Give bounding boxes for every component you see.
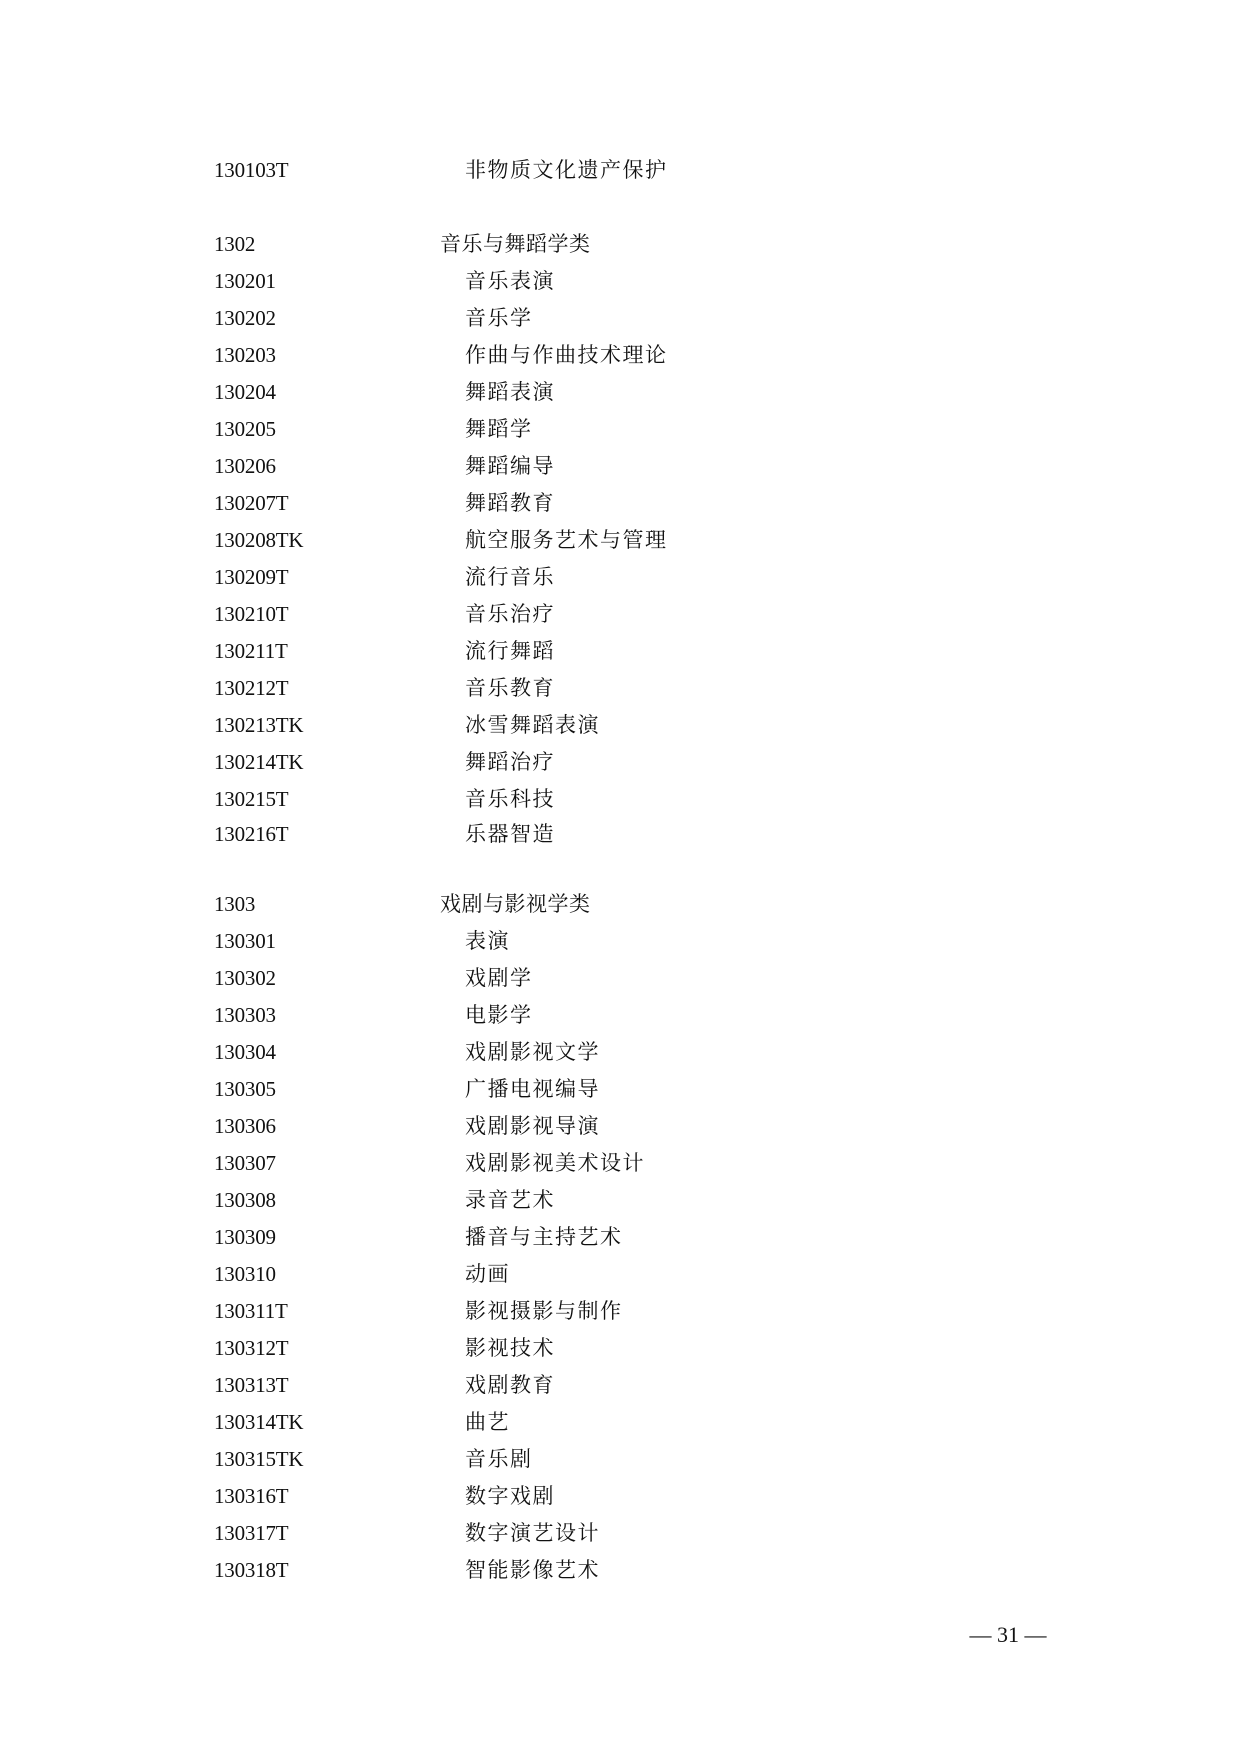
major-code: 130308 bbox=[214, 1188, 276, 1212]
major-name: 舞蹈学 bbox=[465, 417, 533, 441]
major-row bbox=[0, 670, 1241, 707]
major-name: 录音艺术 bbox=[465, 1188, 555, 1212]
major-code: 130313T bbox=[214, 1373, 289, 1397]
major-row bbox=[0, 300, 1241, 337]
major-code: 130201 bbox=[214, 269, 276, 293]
major-name: 舞蹈教育 bbox=[465, 491, 555, 515]
major-row bbox=[0, 633, 1241, 670]
major-row bbox=[0, 559, 1241, 596]
major-row bbox=[0, 337, 1241, 374]
major-row bbox=[0, 596, 1241, 633]
category-row bbox=[0, 226, 1241, 263]
major-row bbox=[0, 485, 1241, 522]
major-name: 戏剧影视导演 bbox=[465, 1114, 600, 1138]
major-row bbox=[0, 263, 1241, 300]
major-code: 130214TK bbox=[214, 750, 304, 774]
major-row bbox=[0, 1182, 1241, 1219]
major-row bbox=[0, 1256, 1241, 1293]
major-code: 130307 bbox=[214, 1151, 276, 1175]
major-name: 音乐教育 bbox=[465, 676, 555, 700]
category-name: 音乐与舞蹈学类 bbox=[440, 232, 591, 256]
major-row bbox=[0, 997, 1241, 1034]
major-code: 130310 bbox=[214, 1262, 276, 1286]
major-code: 130203 bbox=[214, 343, 276, 367]
major-name: 影视摄影与制作 bbox=[465, 1299, 623, 1323]
major-code: 130302 bbox=[214, 966, 276, 990]
major-code: 130207T bbox=[214, 491, 289, 515]
major-row bbox=[0, 522, 1241, 559]
major-row bbox=[0, 1034, 1241, 1071]
major-name: 戏剧影视美术设计 bbox=[465, 1151, 645, 1175]
major-name: 作曲与作曲技术理论 bbox=[465, 343, 668, 367]
major-name: 流行音乐 bbox=[465, 565, 555, 589]
major-row bbox=[0, 152, 1241, 189]
major-row bbox=[0, 448, 1241, 485]
major-name: 舞蹈编导 bbox=[465, 454, 555, 478]
major-row bbox=[0, 1293, 1241, 1330]
major-name: 智能影像艺术 bbox=[465, 1558, 600, 1582]
major-code: 130314TK bbox=[214, 1410, 304, 1434]
major-row bbox=[0, 1515, 1241, 1552]
major-row bbox=[0, 707, 1241, 744]
major-code: 130304 bbox=[214, 1040, 276, 1064]
major-code: 130206 bbox=[214, 454, 276, 478]
category-code: 1303 bbox=[214, 892, 256, 916]
major-row bbox=[0, 411, 1241, 448]
major-name: 航空服务艺术与管理 bbox=[465, 528, 668, 552]
major-code: 130306 bbox=[214, 1114, 276, 1138]
major-name: 音乐学 bbox=[465, 306, 533, 330]
major-code: 130210T bbox=[214, 602, 289, 626]
major-code: 130315TK bbox=[214, 1447, 304, 1471]
major-code: 130215T bbox=[214, 787, 289, 811]
major-row bbox=[0, 1441, 1241, 1478]
major-name: 数字演艺设计 bbox=[465, 1521, 600, 1545]
major-name: 播音与主持艺术 bbox=[465, 1225, 623, 1249]
major-row bbox=[0, 1552, 1241, 1589]
major-code: 130216T bbox=[214, 822, 289, 846]
major-row bbox=[0, 781, 1241, 818]
major-name: 舞蹈表演 bbox=[465, 380, 555, 404]
major-row bbox=[0, 1108, 1241, 1145]
category-row bbox=[0, 886, 1241, 923]
major-name: 广播电视编导 bbox=[465, 1077, 600, 1101]
major-name: 曲艺 bbox=[465, 1410, 510, 1434]
major-code: 130208TK bbox=[214, 528, 304, 552]
major-row bbox=[0, 923, 1241, 960]
category-name: 戏剧与影视学类 bbox=[440, 892, 591, 916]
major-name: 乐器智造 bbox=[465, 822, 555, 846]
major-row bbox=[0, 744, 1241, 781]
major-code: 130103T bbox=[214, 158, 289, 182]
major-name: 舞蹈治疗 bbox=[465, 750, 555, 774]
major-code: 130213TK bbox=[214, 713, 304, 737]
major-row bbox=[0, 1145, 1241, 1182]
major-code: 130209T bbox=[214, 565, 289, 589]
major-code: 130305 bbox=[214, 1077, 276, 1101]
major-row bbox=[0, 1071, 1241, 1108]
major-code: 130309 bbox=[214, 1225, 276, 1249]
major-name: 音乐剧 bbox=[465, 1447, 533, 1471]
major-row bbox=[0, 1367, 1241, 1404]
major-code: 130204 bbox=[214, 380, 276, 404]
major-name: 数字戏剧 bbox=[465, 1484, 555, 1508]
major-code: 130312T bbox=[214, 1336, 289, 1360]
major-row bbox=[0, 1219, 1241, 1256]
major-code: 130311T bbox=[214, 1299, 288, 1323]
major-name: 音乐表演 bbox=[465, 269, 555, 293]
major-name: 音乐治疗 bbox=[465, 602, 555, 626]
major-code: 130317T bbox=[214, 1521, 289, 1545]
major-name: 冰雪舞蹈表演 bbox=[465, 713, 600, 737]
major-code: 130211T bbox=[214, 639, 288, 663]
major-name: 非物质文化遗产保护 bbox=[465, 158, 668, 182]
major-code: 130205 bbox=[214, 417, 276, 441]
major-row bbox=[0, 960, 1241, 997]
major-code: 130318T bbox=[214, 1558, 289, 1582]
major-name: 影视技术 bbox=[465, 1336, 555, 1360]
major-name: 戏剧学 bbox=[465, 966, 533, 990]
major-row bbox=[0, 816, 1241, 853]
major-row bbox=[0, 374, 1241, 411]
page-number: — 31 — bbox=[969, 1622, 1047, 1647]
major-name: 动画 bbox=[465, 1262, 510, 1286]
major-code: 130303 bbox=[214, 1003, 276, 1027]
major-row bbox=[0, 1404, 1241, 1441]
major-code: 130202 bbox=[214, 306, 276, 330]
major-name: 戏剧影视文学 bbox=[465, 1040, 600, 1064]
major-name: 流行舞蹈 bbox=[465, 639, 555, 663]
major-name: 表演 bbox=[465, 929, 510, 953]
major-name: 音乐科技 bbox=[465, 787, 555, 811]
major-name: 戏剧教育 bbox=[465, 1373, 555, 1397]
major-row bbox=[0, 1478, 1241, 1515]
category-code: 1302 bbox=[214, 232, 256, 256]
major-row bbox=[0, 1330, 1241, 1367]
major-code: 130316T bbox=[214, 1484, 289, 1508]
major-code: 130301 bbox=[214, 929, 276, 953]
major-name: 电影学 bbox=[465, 1003, 533, 1027]
major-code: 130212T bbox=[214, 676, 289, 700]
